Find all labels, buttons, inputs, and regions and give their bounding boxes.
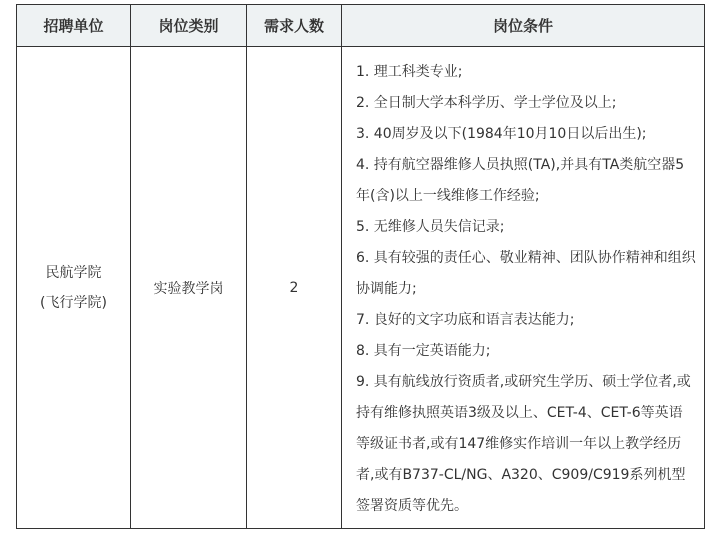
cell-position-conditions: [342, 47, 705, 529]
condition-item: 2. 全日制大学本科学历、学士学位及以上;: [356, 95, 617, 111]
condition-item: 5. 无维修人员失信记录;: [356, 219, 505, 235]
cell-position-category: 实验教学岗: [131, 47, 247, 529]
header-recruiting-unit: 招聘单位: [17, 5, 131, 47]
table-row: [17, 47, 705, 529]
table-header-row: [17, 5, 705, 47]
recruitment-table: [16, 4, 705, 529]
cell-recruiting-unit: [17, 47, 131, 529]
condition-item: 8. 具有一定英语能力;: [356, 343, 491, 359]
condition-item: 1. 理工科类专业;: [356, 64, 463, 80]
cell-headcount: 2: [247, 47, 342, 529]
condition-item: 6. 具有较强的责任心、敬业精神、团队协作精神和组织协调能力;: [356, 250, 696, 297]
condition-item: 4. 持有航空器维修人员执照(TA),并具有TA类航空器5年(含)以上一线维修工作经验;: [356, 157, 685, 204]
condition-item: 9. 具有航线放行资质者,或研究生学历、硕士学位者,或持有维修执照英语3级及以上、CET-4、CET-6等英语等级证书者,或有147维修实作培训一年以上教学经历者,或有B737-CL/NG、A320、C909/C919系列机型签署资质等优先。: [356, 374, 691, 514]
header-position-conditions: 岗位条件: [342, 5, 705, 47]
unit-subname: (飞行学院): [40, 294, 107, 311]
condition-item: 7. 良好的文字功底和语言表达能力;: [356, 312, 575, 328]
header-position-category: 岗位类别: [131, 5, 247, 47]
conditions-list: [356, 57, 696, 522]
condition-item: 3. 40周岁及以下(1984年10月10日以后出生);: [356, 126, 647, 142]
unit-name: 民航学院: [45, 264, 102, 281]
header-headcount: 需求人数: [247, 5, 342, 47]
